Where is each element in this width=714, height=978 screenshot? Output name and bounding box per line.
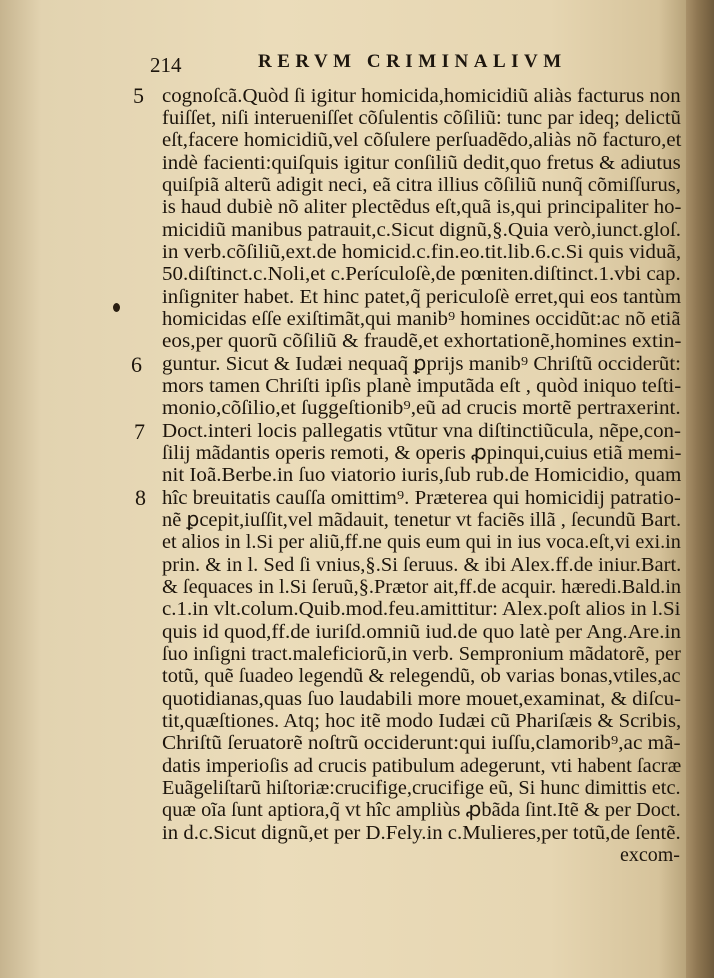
text-line: Doct.interi locis pallegatis vtũtur vna diſtinctiũcula, nẽpe,con-: [162, 420, 681, 442]
text-line: indè facienti:quiſquis igitur conſiliũ dedit,quo fretus & adiutus: [162, 152, 681, 174]
text-line: guntur. Sicut & Iudæi nequaq̃ ꝑprijs manib⁹ Chriſtũ occiderũt:: [162, 353, 681, 375]
text-line: 50.diſtinct.c.Noli,et c.Perículoſè,de pœniten.diſtinct.1.vbi cap.: [162, 263, 681, 285]
text-line: eos,per quorũ cõſiliũ & fraudẽ,et exhortationẽ,homines extin-: [162, 330, 682, 352]
text-line: in d.c.Sicut dignũ,et per D.Fely.in c.Mulieres,per totũ,de ſentẽ.: [162, 822, 681, 844]
text-line: mors tamen Chriſti ipſis planè imputãda eſt , quòd iniquo teſti-: [162, 375, 682, 397]
text-line: is haud dubiè nõ aliter plectẽdus eſt,quã is,qui principaliter ho-: [162, 196, 682, 218]
text-line: eſt,facere homicidiũ,vel cõſulere perſuadẽdo,aliàs nõ facturo,et: [162, 129, 682, 151]
folio-number: 214: [150, 53, 182, 77]
margin-number-7: 7: [134, 419, 145, 444]
text-line: prin. & in l. Sed ſi vnius,§.Si ſeruus. & ibi Alex.ff.de iniur.Bart.: [162, 554, 682, 576]
page-gutter-edge: [686, 0, 714, 978]
text-line: fuiſſet, niſi interueniſſet cõſulentis cõſiliũ: tunc par ideq; delictũ: [162, 107, 681, 129]
text-line: ſuo inſigni tract.maleficiorũ,in verb. Sempronium mãdatorẽ, per: [162, 643, 681, 665]
text-line: inſigniter habet. Et hinc patet,q̃ periculoſè erret,qui eos tantùm: [162, 286, 682, 308]
text-line: hîc breuitatis cauſſa omittim⁹. Præterea qui homicidij patratio-: [162, 487, 681, 509]
page-header: [150, 47, 680, 81]
text-line: nit Ioã.Berbe.in ſuo viatorio iuris,ſub rub.de Homicidio, quam: [162, 464, 682, 486]
text-line: Chriſtũ ſeruatorẽ noſtrũ occiderunt:qui iuſſu,clamorib⁹,ac mã-: [162, 732, 681, 754]
text-line: homicidas eſſe exiſtimãt,qui manib⁹ homines occidũt:ac nõ etiã: [162, 308, 681, 330]
text-line: datis imperioſis ad crucis patibulum adegerunt, vti habent ſacræ: [162, 755, 682, 777]
margin-number-6: 6: [131, 352, 142, 377]
margin-number-8: 8: [135, 485, 146, 510]
text-line: et alios in l.Si per aliũ,ff.ne quis eum qui in ius voca.eſt,vi exi.in: [162, 531, 681, 553]
text-line: ſilij mãdantis operis remoti, & operis ꝓpinqui,cuius etiã memi-: [162, 442, 682, 464]
text-line: micidiũ manibus patrauit,c.Sicut dignũ,§.Quia verò,iunct.gloſ.: [162, 219, 682, 241]
text-line: monio,cõſilio,et ſuggeſtionib⁹,eũ ad crucis mortẽ pertraxerint.: [162, 397, 681, 419]
text-line: quotidianas,quas ſuo laudabili more mouet,examinat, & diſcu-: [162, 688, 681, 710]
text-line: quæ oĩa ſunt aptiora,q̃ vt hîc ampliùs ꝓbãda ſint.Itẽ & per Doct.: [162, 799, 681, 821]
text-line: c.1.in vlt.colum.Quib.mod.feu.amittitur: Alex.poſt alios in l.Si: [162, 598, 681, 620]
text-line: totũ, quẽ ſuadeo legendũ & relegendũ, ob varias bonas,vtiles,ac: [162, 665, 681, 687]
text-line: tit,quæſtiones. Atq; hoc itẽ modo Iudæi cũ Phariſæis & Scribis,: [162, 710, 682, 732]
running-title: RERVM CRIMINALIVM: [258, 51, 567, 72]
text-line: cognoſcã.Quòd ſi igitur homicida,homicidiũ aliàs facturus non: [162, 85, 681, 107]
text-line: nẽ ꝑcepit,iuſſit,vel mãdauit, tenetur vt faciẽs illã , ſecundũ Bart.: [162, 509, 682, 531]
margin-number-5: 5: [133, 83, 144, 108]
text-line: quis id quod,ff.de iuriſd.omniũ iud.de quo latè per Ang.Are.in: [162, 621, 681, 643]
text-line: in verb.cõſiliũ,ext.de homicid.c.fin.eo.tit.lib.6.c.Si quis viduã,: [162, 241, 682, 263]
wormhole-mark: [113, 303, 120, 312]
catchword: excom-: [620, 844, 680, 866]
text-line: & ſequaces in l.Si ſeruũ,§.Prætor ait,ff.de acquir. hæredi.Bald.in: [162, 576, 682, 598]
text-line: Euãgeliſtarũ hiſtoriæ:crucifige,crucifige eũ, Si hunc dimittis etc.: [162, 777, 681, 799]
text-line: quiſpiã alterũ adigit neci, eã citra illius cõſiliũ nunq̃ cõmiſſurus,: [162, 174, 681, 196]
